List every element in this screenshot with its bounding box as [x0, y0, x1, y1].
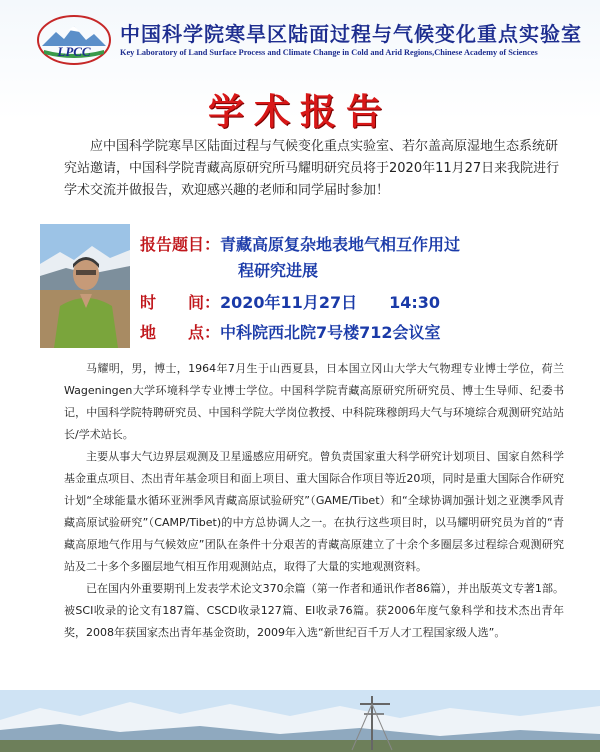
- lpcc-logo: [34, 12, 114, 68]
- topic-row: [140, 232, 460, 255]
- time-row: [140, 290, 440, 313]
- intro-paragraph: 应中国科学院寒旱区陆面过程与气候变化重点实验室、若尔盖高原湿地生态系统研究站邀请，中国科学院青藏高原研究所马耀明研究员将于2020年11月27日来我院进行学术交流并做报告，欢迎感兴趣的老师和同学届时参加！: [64, 139, 560, 198]
- place-row: [140, 320, 441, 343]
- footer-landscape: [0, 690, 600, 752]
- topic-row-2: [238, 258, 318, 281]
- bio-paragraph-2: 主要从事大气边界层观测及卫星遥感应用研究。曾负责国家重大科学研究计划项目、国家自然科学基金重点项目、杰出青年基金项目和面上项目、重大国际合作项目等近20项，同时是重大国际合作研究计划“全球能量水循环亚洲季风青藏高原试验研究”（GAME/Tibet）和“全球协调加强计划之亚澳季风青藏高原试验研究”（CAMP/Tibet)的中方总协调人之一。在执行这些项目时，以马耀明研究员为首的“青藏高原地气作用与气候效应”团队在条件十分艰苦的青藏高原建立了十余个多圈层多过程综合观测研究站及二十多个多圈层地气相互作用观测站点，取得了大量的实地观测资料。: [64, 450, 564, 573]
- speaker-bio: [64, 358, 564, 644]
- bio-paragraph-3: 已在国内外重要期刊上发表学术论文370余篇（第一作者和通讯作者86篇），并出版英文专著1部。被SCI收录的论文有187篇、CSCD收录127篇、EI收录76篇。获2006年度气象科学和技术杰出青年奖，2008年获国家杰出青年基金资助，2009年入选“新世纪百千万人才工程国家级人选”。: [64, 582, 564, 639]
- time-label: 时 间：: [140, 293, 221, 312]
- time-value: 2020年11月27日 14:30: [220, 293, 441, 312]
- place-label: 地 点：: [140, 323, 221, 342]
- svg-text:LPCC: LPCC: [57, 44, 91, 59]
- bio-paragraph-1: 马耀明，男，博士，1964年7月生于山西夏县，日本国立冈山大学大气物理专业博士学位，荷兰Wageningen大学环境科学专业博士学位。中国科学院青藏高原研究所研究员、博士生导师、纪委书记，中国科学院特聘研究员、中国科学院大学岗位教授、中科院珠穆朗玛大气与环境综合观测研究站站长/学术站长。: [64, 362, 564, 441]
- page-title: 学术报告: [207, 91, 392, 133]
- topic-value-line2: 程研究进展: [238, 261, 319, 280]
- org-name-en: Key Laboratory of Land Surface Process and Climate Change in Cold and Arid Regions,Chinese Academy of Sciences: [120, 48, 538, 57]
- speaker-photo: [40, 224, 130, 348]
- topic-value-line1: 青藏高原复杂地表地气相互作用过: [220, 235, 461, 254]
- org-name-cn: 中国科学院寒旱区陆面过程与气候变化重点实验室: [120, 22, 582, 46]
- topic-label: 报告题目：: [140, 235, 221, 254]
- place-value: 中科院西北院7号楼712会议室: [220, 323, 441, 342]
- header: [0, 0, 600, 78]
